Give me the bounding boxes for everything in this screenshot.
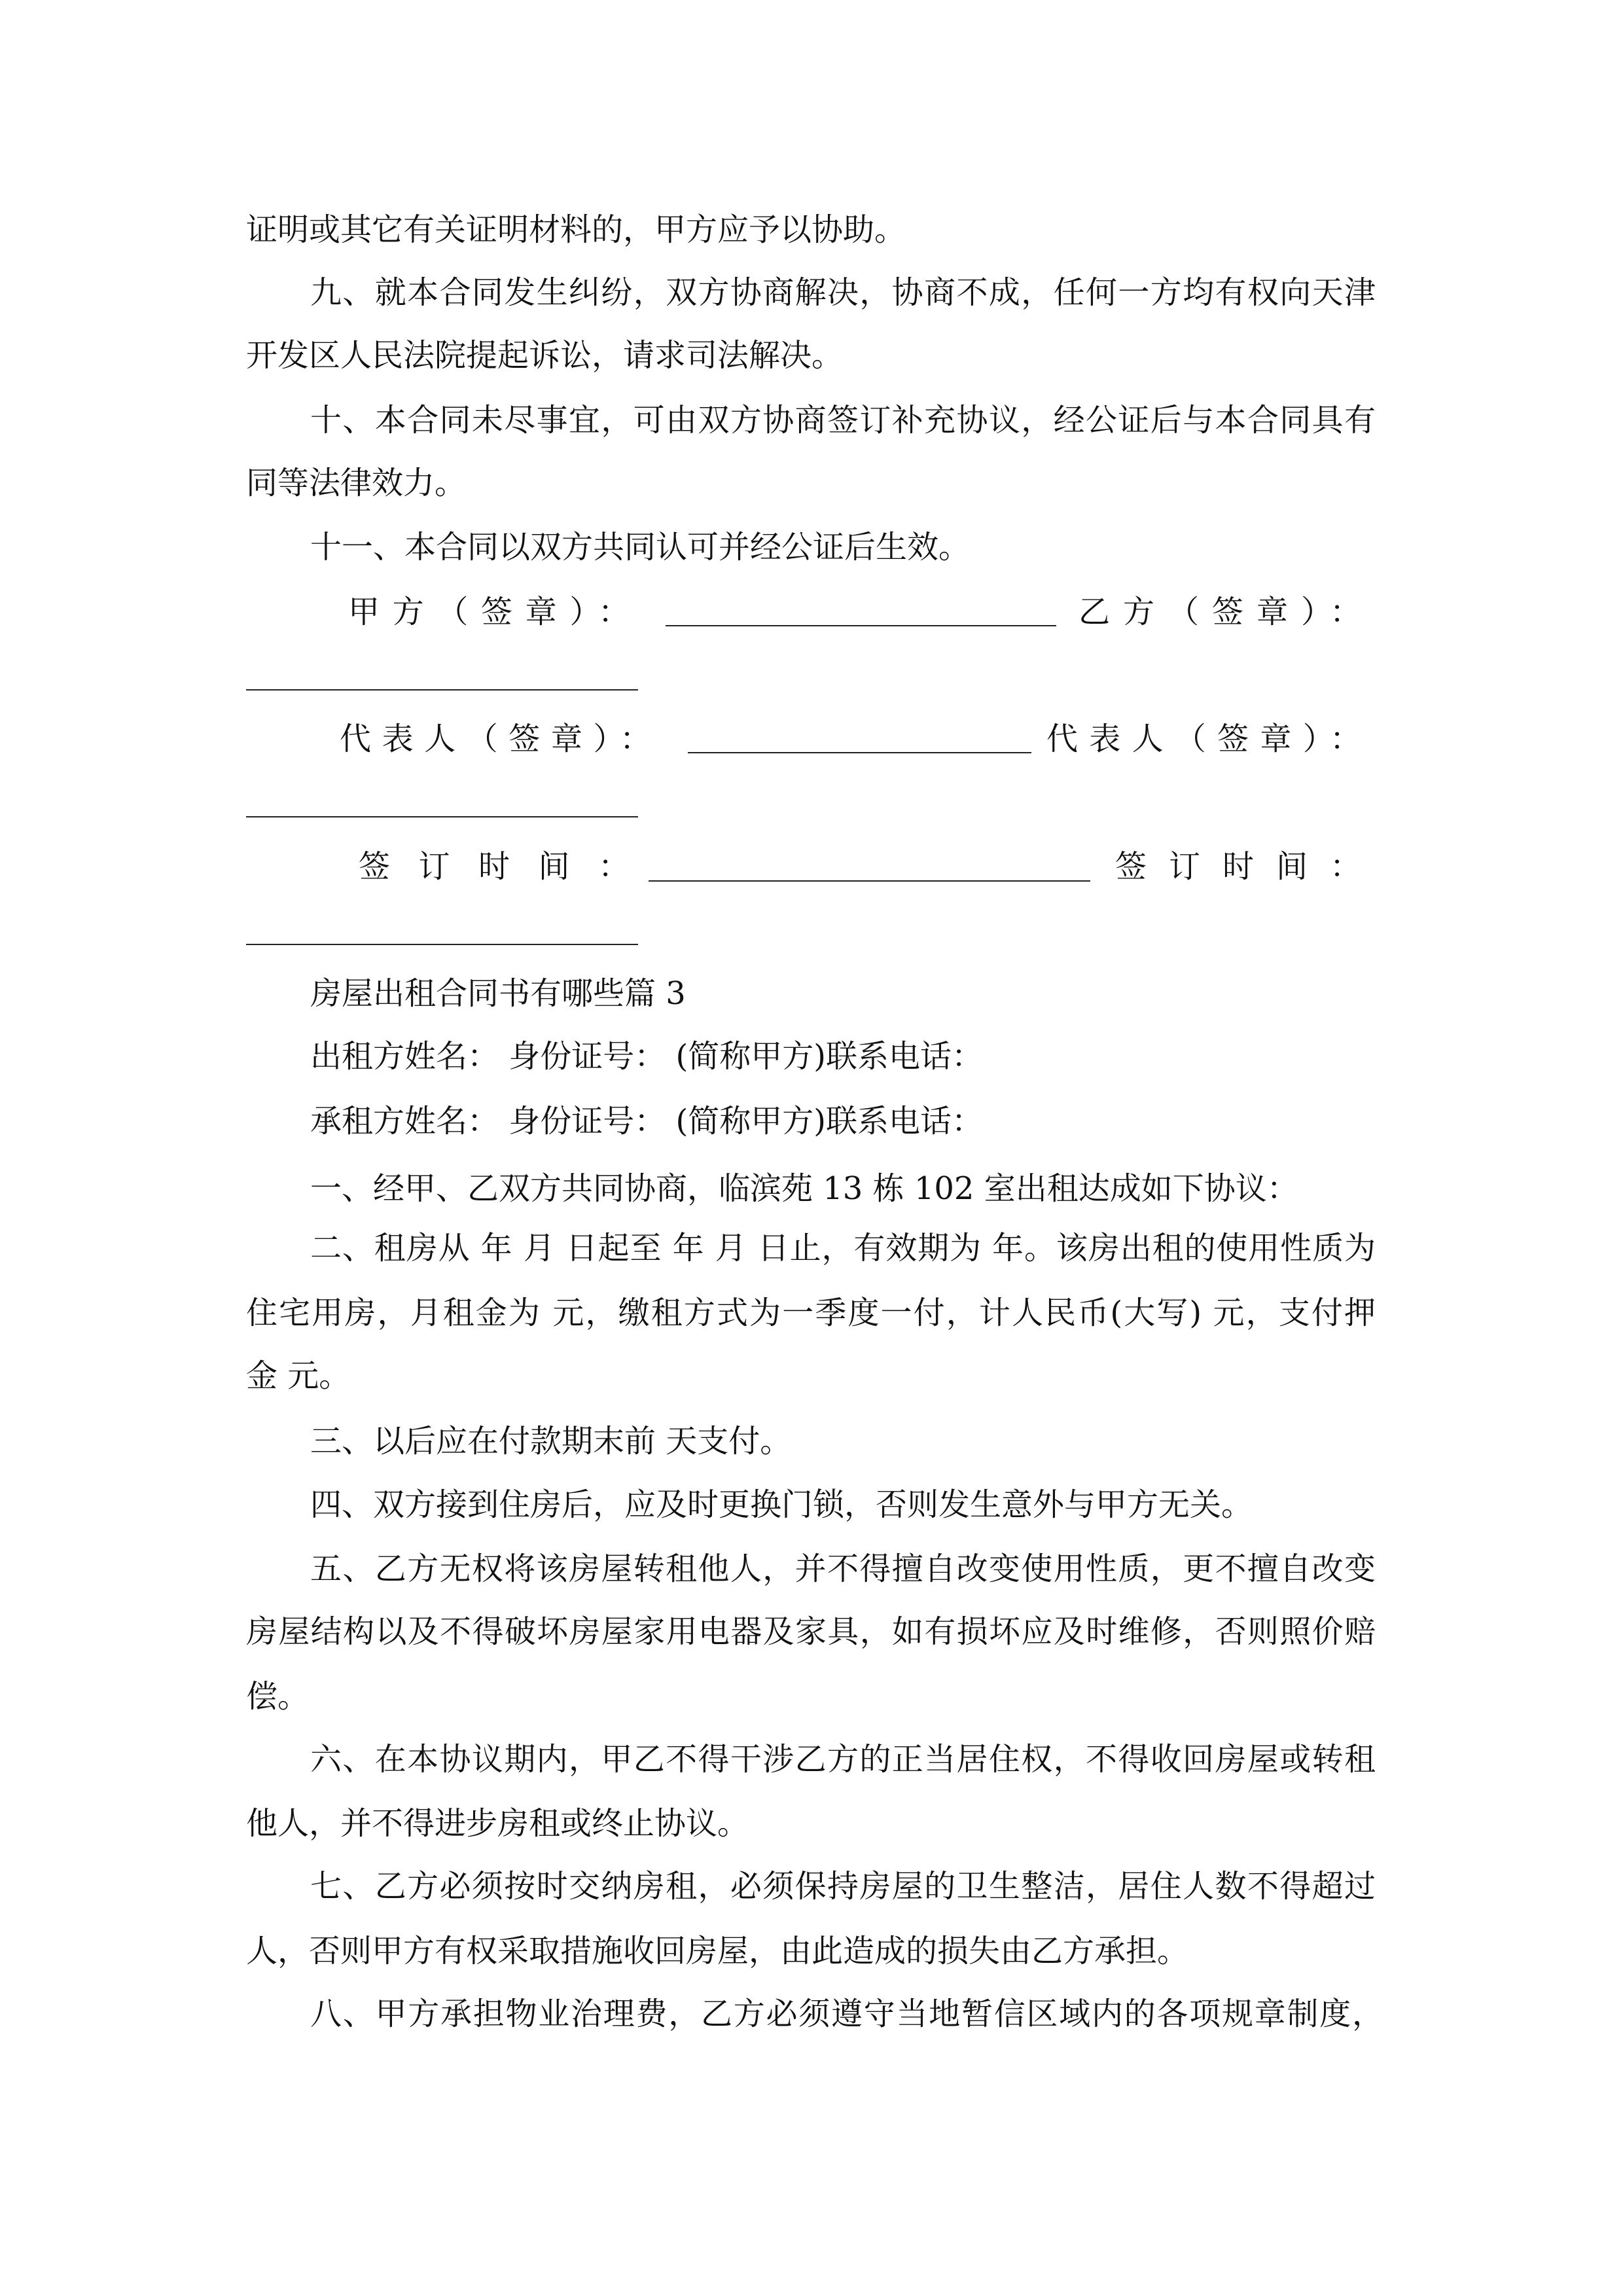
clause-4-line: 四、双方接到住房后，应及时更换门锁，否则发生意外与甲方无关。 — [310, 1486, 1253, 1523]
clause-2-line: 金 元。 — [246, 1357, 351, 1394]
clause-7-line: 人，否则甲方有权采取措施收回房屋，由此造成的损失由乙方承担。 — [246, 1933, 1189, 1969]
party-b-signature-label: 乙方（签章）： — [1079, 594, 1361, 630]
clause-11-line: 十一、本合同以双方共同认可并经公证后生效。 — [310, 529, 971, 565]
rep-b-signature-label: 代表人（签章）： — [1046, 721, 1361, 757]
clause-10-line: 十、本合同未尽事宜，可由双方协商签订补充协议，经公证后与本合同具有 — [310, 402, 1376, 439]
clause-5-line: 五、乙方无权将该房屋转租他人，并不得擅自改变使用性质，更不擅自改变 — [310, 1551, 1376, 1587]
clause-5-line: 房屋结构以及不得破坏房屋家用电器及家具，如有损坏应及时维修，否则照价赔 — [246, 1613, 1376, 1650]
clause-7-line: 七、乙方必须按时交纳房租，必须保持房屋的卫生整洁，居住人数不得超过 — [310, 1868, 1376, 1905]
rep-a-signature-line[interactable] — [688, 752, 1031, 753]
date-b-line[interactable] — [246, 944, 638, 945]
section-title: 房屋出租合同书有哪些篇 3 — [310, 975, 686, 1012]
date-b-label: 签订时间： — [1115, 848, 1361, 885]
clause-5-line: 偿。 — [246, 1678, 310, 1715]
party-b-signature-line[interactable] — [246, 689, 638, 691]
clause-8-line: 八、甲方承担物业治理费，乙方必须遵守当地暂信区域内的各项规章制度， — [310, 1996, 1383, 2032]
clause-9-line: 九、就本合同发生纠纷，双方协商解决，协商不成，任何一方均有权向天津 — [310, 274, 1376, 311]
lessor-info-line: 出租方姓名： 身份证号： (简称甲方)联系电话： — [310, 1038, 983, 1075]
rep-a-signature-label: 代表人（签章）： — [340, 721, 651, 757]
clause-2-line: 二、租房从 年 月 日起至 年 月 日止，有效期为 年。该房出租的使用性质为 — [310, 1230, 1376, 1266]
rep-b-signature-line[interactable] — [246, 816, 638, 817]
date-a-line[interactable] — [649, 880, 1090, 882]
clause-6-line: 六、在本协议期内，甲乙不得干涉乙方的正当居住权，不得收回房屋或转租 — [310, 1741, 1376, 1778]
clause-3-line: 三、以后应在付款期末前 天支付。 — [310, 1423, 792, 1460]
date-a-label: 签订时间： — [359, 848, 630, 885]
clause-9-line: 开发区人民法院提起诉讼，请求司法解决。 — [246, 337, 844, 374]
party-a-signature-line[interactable] — [666, 625, 1056, 626]
party-a-signature-label: 甲方（签章）： — [348, 594, 630, 630]
clause-6-line: 他人，并不得进步房租或终止协议。 — [246, 1805, 749, 1842]
paragraph-line: 证明或其它有关证明材料的，甲方应予以协助。 — [246, 211, 906, 248]
clause-2-line: 住宅用房，月租金为 元，缴租方式为一季度一付，计人民币(大写) 元，支付押 — [246, 1295, 1376, 1331]
lessee-info-line: 承租方姓名： 身份证号： (简称甲方)联系电话： — [310, 1103, 983, 1139]
clause-10-line: 同等法律效力。 — [246, 465, 467, 501]
clause-1-line: 一、经甲、乙双方共同协商，临滨苑 13 栋 102 室出租达成如下协议： — [310, 1170, 1298, 1207]
